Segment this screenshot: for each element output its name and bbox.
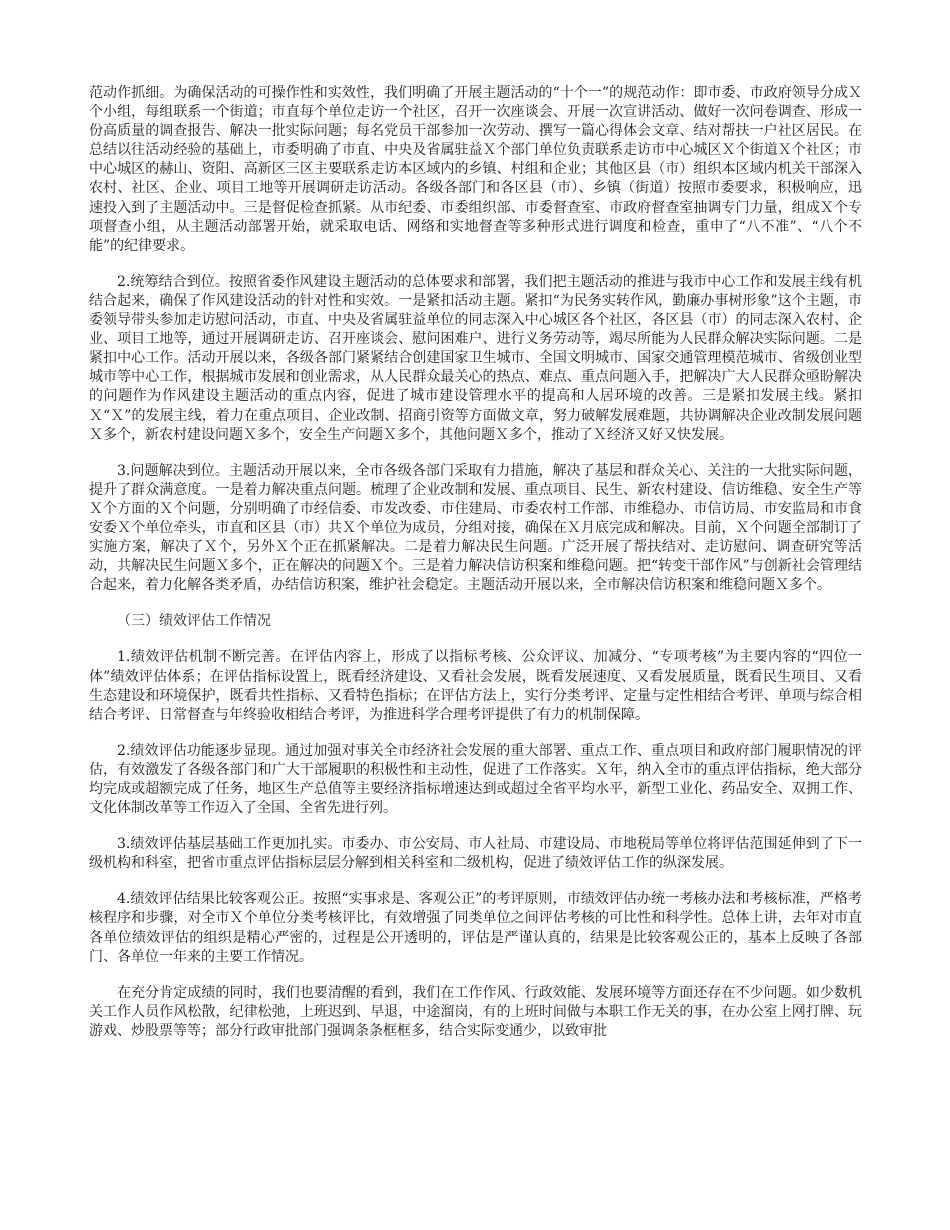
paragraph-evaluation-grassroots: 3.绩效评估基层基础工作更加扎实。市委办、市公安局、市人社局、市建设局、市地税局等单位将评估范围延伸到了下一级机构和科室，把省市重点评估指标层层分解到相关科室和二级机构，促进了绩效评估工作的纵深发展。	[89, 836, 862, 872]
paragraph-activity-norms: 范动作抓细。为确保活动的可操作性和实效性，我们明确了开展主题活动的“十个一”的规范动作：即市委、市政府领导分成Ｘ个小组，每组联系一个街道；市直每个单位走访一个社区，召开一次座谈会、开展一次宣讲活动、做好一次问卷调查、形成一份高质量的调查报告、解决一批实际问题；每名党员干部参加一次劳动、撰写一篇心得体会文章、结对帮扶一户社区居民。在总结以往活动经验的基础上，市委明确了市直、中央及省属驻益Ｘ个部门单位负责联系走访市中心城区Ｘ个街道Ｘ个社区；市中心城区的赫山、资阳、高新区三区主要联系走访本区域内的乡镇、村组和企业；其他区县（市）组织本区域内机关干部深入农村、社区、企业、项目工地等开展调研走访活动。各级各部门和各区县（市）、乡镇（街道）按照市委要求，积极响应，迅速投入到了主题活动中。三是督促检查抓紧。从市纪委、市委组织部、市委督查室、市政府督查室抽调专门力量，组成Ｘ个专项督查小组，从主题活动部署开始，就采取电话、网络和实地督查等多种形式进行调度和检查，重申了“八不准”、“八个不能”的纪律要求。	[89, 85, 862, 254]
document-page	[89, 84, 862, 1058]
paragraph-evaluation-mechanism: 1.绩效评估机制不断完善。在评估内容上，形成了以指标考核、公众评议、加减分、“专项考核”为主要内容的“四位一体”绩效评估体系；在评估指标设置上，既看经济建设、又看社会发展，既看发展速度、又看发展质量，既看民生项目、又看生态建设和环境保护，既看共性指标、又看特色指标；在评估方法上，实行分类考评、定量与定性相结合考评、单项与综合相结合考评、日常督查与年终验收相结合考评，为推进科学合理考评提供了有力的机制保障。	[89, 649, 862, 723]
paragraph-problem-solving: 3.问题解决到位。主题活动开展以来，全市各级各部门采取有力措施，解决了基层和群众关心、关注的一大批实际问题，提升了群众满意度。一是着力解决重点问题。梳理了企业改制和发展、重点项目、民生、新农村建设、信访维稳、安全生产等Ｘ个方面的Ｘ个问题，分别明确了市经信委、市发改委、市住建局、市委农村工作部、市维稳办、市信访局、市安监局和市食安委Ｘ个单位牵头，市直和区县（市）共Ｘ个单位为成员，分组对接，确保在Ｘ月底完成和解决。目前，Ｘ个问题全部制订了实施方案，解决了Ｘ个，另外Ｘ个正在抓紧解决。二是着力解决民生问题。广泛开展了帮扶结对、走访慰问、调查研究等活动，共解决民生问题Ｘ多个，正在解决的问题Ｘ个。三是着力解决信访积案和维稳问题。把“转变干部作风”与创新社会管理结合起来，着力化解各类矛盾，办结信访积案，维护社会稳定。主题活动开展以来，全市解决信访积案和维稳问题Ｘ多个。	[89, 462, 862, 594]
paragraph-evaluation-fairness: 4.绩效评估结果比较客观公正。按照“实事求是、客观公正”的考评原则，市绩效评估办统一考核办法和考核标准，严格考核程序和步骤，对全市Ｘ个单位分类考核评比，有效增强了同类单位之间评估考核的可比性和科学性。总体上讲，去年对市直各单位绩效评估的组织是精心严密的，过程是公开透明的，评估是严谨认真的，结果是比较客观公正的，基本上反映了各部门、各单位一年来的主要工作情况。	[89, 891, 862, 965]
section-heading-performance-evaluation: （三）绩效评估工作情况	[117, 613, 271, 630]
paragraph-existing-problems: 在充分肯定成绩的同时，我们也要清醒的看到，我们在工作作风、行政效能、发展环境等方面还存在不少问题。如少数机关工作人员作风松散，纪律松弛，上班迟到、早退，中途溜岗，有的上班时间做与本职工作无关的事，在办公室上网打牌、玩游戏、炒股票等等；部分行政审批部门强调条条框框多，结合实际变通少，以致审批	[89, 984, 862, 1039]
paragraph-evaluation-function: 2.绩效评估功能逐步显现。通过加强对事关全市经济社会发展的重大部署、重点工作、重点项目和政府部门履职情况的评估，有效激发了各级各部门和广大干部履职的积极性和主动性，促进了工作落实。Ｘ年，纳入全市的重点评估指标，绝大部分均完成或超额完成了任务，地区生产总值等主要经济指标增速达到或超过全省平均水平，新型工业化、药品安全、双拥工作、文化体制改革等工作迈入了全国、全省先进行列。	[89, 742, 862, 817]
paragraph-coordination: 2.统筹结合到位。按照省委作风建设主题活动的总体要求和部署，我们把主题活动的推进与我市中心工作和发展主线有机结合起来，确保了作风建设活动的针对性和实效。一是紧扣活动主题。紧扣“为民务实转作风，勤廉办事树形象”这个主题，市委领导带头参加走访慰问活动，市直、中央及省属驻益单位的同志深入中心城区各个社区，各区县（市）的同志深入农村、企业、项目工地等，通过开展调研走访、召开座谈会、慰问困难户、进行义务劳动等，竭尽所能为人民群众解决实际问题。二是紧扣中心工作。活动开展以来，各级各部门紧紧结合创建国家卫生城市、全国文明城市、国家交通管理模范城市、省级创业型城市等中心工作，根据城市发展和创业需求，从人民群众最关心的热点、难点、重点问题入手，把解决广大人民群众亟盼解决的问题作为作风建设主题活动的重点内容，促进了城市建设管理水平的提高和人居环境的改善。三是紧扣发展主线。紧扣Ｘ“Ｘ”的发展主线，着力在重点项目、企业改制、招商引资等方面做文章，努力破解发展难题，共协调解决企业改制发展问题Ｘ多个，新农村建设问题Ｘ多个，安全生产问题Ｘ多个，其他问题Ｘ多个，推动了Ｘ经济又好又快发展。	[89, 273, 862, 443]
